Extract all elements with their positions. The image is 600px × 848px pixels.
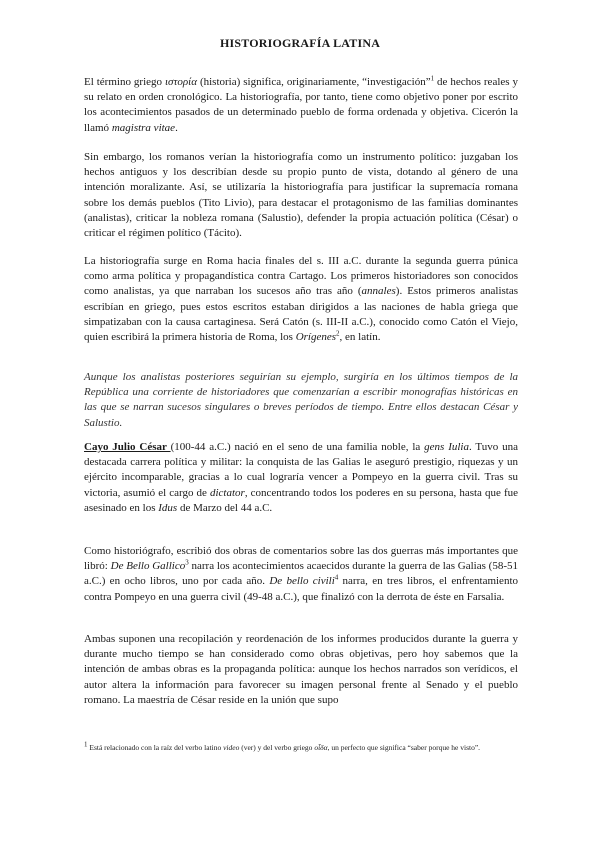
text: de hechos reales y su relato en orden cronológico. La historiografía, por tanto, tiene como objetivo poner por escrito los acontecimientos pasados de un determinado pueblo de forma ordenada y objetiva. Cicerón la llamó xyxy=(84,76,518,134)
footnote-ref[interactable]: 3 xyxy=(185,558,189,567)
text: (historia) significa, originariamente, “investigación” xyxy=(197,76,431,88)
text: Está relacionado con la raíz del verbo latino xyxy=(87,743,224,752)
latin-term: video xyxy=(223,743,240,752)
footnote-ref[interactable]: 2 xyxy=(336,329,340,338)
paragraph-propaganda: Ambas suponen una recopilación y reordenación de los informes producidos durante la guerra y durante mucho tiempo se han considerado como obras objetivas, pero hoy sabemos que la intención de ambas obras es la propaganda política: aunque los hechos narrados son verídicos, el autor altera la información para favorecer su imagen personal frente al Senado y el pueblo romano. La maestría de César reside en la unión que supo xyxy=(84,633,518,706)
greek-term: οἶδα xyxy=(314,743,328,752)
work-title: De Bello Gallico xyxy=(110,560,186,573)
paragraph-intro xyxy=(84,75,518,136)
paragraph-origins xyxy=(84,254,518,345)
text: , un perfecto que significa “saber porque he visto”. xyxy=(327,743,481,752)
text: , en latín. xyxy=(339,331,381,344)
paragraph-roman-view: Sin embargo, los romanos verían la historiografía como un instrumento político: juzgaban los hechos antiguos y los describían desde su propio punto de vista, dotando al género de una intención moralizante. Así, se utilizaría la historiografía para justificar la supremacía romana sobre los demás pueblos (Tito Livio), para destacar el protagonismo de las familias dominantes (analistas), criticar la nobleza romana (Salustio), defender la propia actuación política (César) o criticar el régimen político (Tácito). xyxy=(84,151,518,240)
text: ). Estos primeros analistas escribían en griego, pues estos escritos estaban dirigidos a las naciones de habla griega que simpatizaban con la causa cartaginesa. Será Catón (s. III-II a.C.), conocido como Catón el Viejo, quien escribirá la primera historia de Roma, los xyxy=(84,285,519,344)
text: . Tuvo una destacada carrera política y militar: la conquista de las Galias le aseguró prestigio, riquezas y un ejército incomparable, gracias a lo cual lograría vencer a Pompeyo en la guerra civil. Tras su victoria, asumió el cargo de xyxy=(84,441,518,499)
footnote-number: 1 xyxy=(84,740,88,749)
paragraph-works xyxy=(84,544,518,605)
footnote xyxy=(84,742,524,753)
latin-term: magistra vitae xyxy=(111,121,176,134)
latin-term: annales xyxy=(361,285,396,298)
text: de Marzo del 44 a.C. xyxy=(177,501,273,514)
paragraph-monographs: Aunque los analistas posteriores seguirían su ejemplo, surgiría en los últimos tiempos de la República una corriente de historiadores que comenzarían a escribir monografías históricas en las que se narran sucesos singulares o breves períodos de tiempo. Entre ellos destacan César y Salustio. xyxy=(84,371,518,429)
text: Como historiógrafo, escribió dos obras de comentarios sobre las dos guerras más importantes que libró: xyxy=(84,545,518,573)
latin-term: dictator xyxy=(209,486,245,499)
latin-term: gens Iulia xyxy=(424,441,469,453)
footnote-ref[interactable]: 4 xyxy=(334,573,339,582)
text: El término griego xyxy=(84,76,165,88)
text: La historiografía surge en Roma hacia finales del s. III a.C. durante la segunda guerra púnica como arma política y propagandística contra Cartago. Los primeros historiadores son conocidos como analistas, ya que narraban los sucesos año tras año ( xyxy=(84,255,518,298)
text: (ver) y del verbo griego xyxy=(239,743,315,752)
caesar-heading: Cayo Julio César xyxy=(84,441,171,453)
latin-term: Idus xyxy=(158,501,178,514)
work-title: De bello civili xyxy=(269,575,335,588)
text: narra, en tres libros, el enfrentamiento contra Pompeyo en una guerra civil (49-48 a.C.), que finalizó con la derrota de éste en Farsalia. xyxy=(84,575,518,603)
text: narra los acontecimientos acaecidos durante la guerra de las Galias (58-51 a.C.) en ocho libros, uno por cada año. xyxy=(84,560,518,588)
paragraph-caesar xyxy=(84,440,518,516)
work-title: Orígenes xyxy=(295,331,337,344)
page-title: HISTORIOGRAFÍA LATINA xyxy=(219,36,381,50)
footnote-ref[interactable]: 1 xyxy=(430,74,435,83)
greek-term: ιστορία xyxy=(164,76,197,88)
text: , concentrando todos los poderes en su persona, hasta que fue asesinado en los xyxy=(84,486,518,514)
text: (100-44 a.C.) nació en el seno de una familia noble, la xyxy=(170,441,425,453)
text: . xyxy=(175,121,178,134)
